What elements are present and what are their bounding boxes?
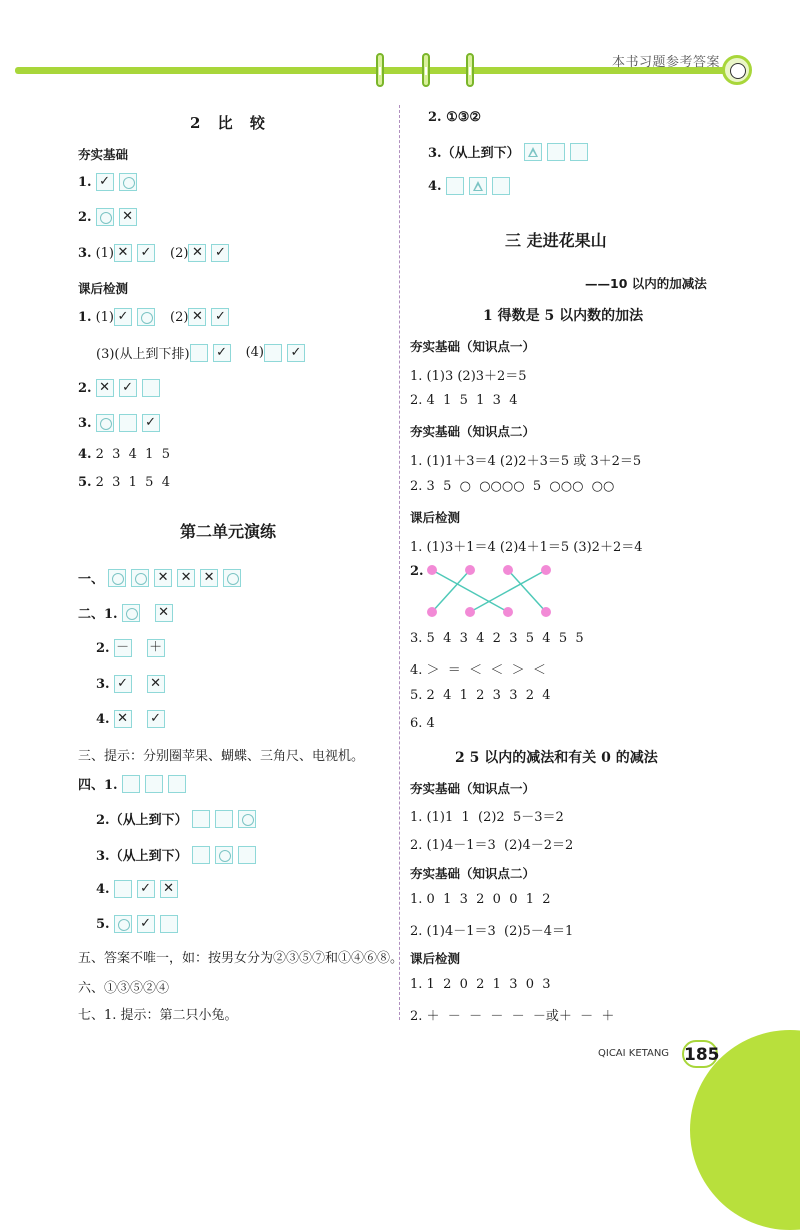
part-label: (2) (170, 245, 189, 261)
check-box: ✓ (114, 308, 132, 326)
question-number: 3.（从上到下） (428, 146, 520, 161)
question-number: 4. (78, 447, 92, 462)
question-number: 5. (78, 475, 92, 490)
answer-text: 2. (1)4－1＝3 (2)4－2＝2 (410, 838, 574, 853)
empty-box (119, 414, 137, 432)
empty-box (215, 810, 233, 828)
check-box: ✓ (147, 710, 165, 728)
part-label: (3)(从上到下排) (96, 347, 190, 362)
triangle-box (469, 177, 487, 195)
answer-row (96, 880, 183, 898)
mascot-icon (722, 55, 752, 85)
circle-box (223, 569, 241, 587)
binder-clip-icon (376, 53, 384, 87)
answer-text: 2. ＋ － － － － －或＋ － ＋ (410, 1009, 615, 1024)
check-box: ✓ (119, 379, 137, 397)
check-box: ✓ (96, 173, 114, 191)
question-number: 1. (78, 309, 92, 325)
empty-box (492, 177, 510, 195)
answer-text: 2. 4 1 5 1 3 4 (410, 393, 518, 408)
answer-row (96, 845, 261, 864)
empty-box (446, 177, 464, 195)
question-number: 3. (78, 245, 92, 261)
check-box: ✓ (137, 915, 155, 933)
question-number: 二、1. (78, 607, 118, 622)
answer-row (78, 244, 234, 262)
answer-row (78, 447, 170, 462)
empty-box (145, 775, 163, 793)
answer-text: 1. (1)3＋1＝4 (2)4＋1＝5 (3)2＋2＝4 (410, 540, 643, 555)
answer-row (78, 308, 234, 326)
match-dot (427, 607, 437, 617)
cross-box: ✕ (188, 308, 206, 326)
cross-box: ✕ (188, 244, 206, 262)
cross-box: ✕ (154, 569, 172, 587)
check-box: ✓ (213, 344, 231, 362)
question-number: 一、 (78, 572, 105, 587)
question-number: 2. (96, 640, 110, 656)
match-line (432, 570, 508, 612)
matching-diagram (410, 562, 560, 622)
answer-row (78, 379, 165, 397)
answer-text: 3. 5 4 3 4 2 3 5 4 5 5 (410, 631, 584, 646)
cross-box: ✕ (155, 604, 173, 622)
answer-row (428, 142, 593, 161)
answer-text: 五、答案不唯一，如：按男女分为②③⑤⑦和①④⑥⑧。 (78, 951, 404, 966)
answer-text: 2 3 4 1 5 (95, 447, 170, 462)
chapter-subtitle: ——10 以内的加减法 (585, 276, 707, 291)
empty-box (547, 143, 565, 161)
subheading: 课后检测 (78, 281, 129, 296)
answer-text: 2 3 1 5 4 (95, 475, 170, 490)
match-dot (541, 565, 551, 575)
subheading: 夯实基础（知识点二） (410, 866, 536, 881)
question-number: 四、1. (78, 778, 118, 793)
circle-box (131, 569, 149, 587)
answer-text: 1. (1)3 (2)3＋2＝5 (410, 369, 527, 384)
part-label: (1) (95, 245, 114, 261)
page-number: 185 (682, 1040, 718, 1068)
circle-box (114, 915, 132, 933)
question-number: 4. (428, 178, 442, 194)
answer-row (78, 414, 165, 432)
minus-box: － (114, 639, 132, 657)
subheading: 夯实基础 (78, 147, 129, 162)
answer-text: 2. ①③② (428, 110, 482, 125)
section-title: 2 5 以内的减法和有关 0 的减法 (455, 750, 658, 766)
answer-text: 4. ＞ ＝ ＜ ＜ ＞ ＜ (410, 663, 546, 678)
empty-box (264, 344, 282, 362)
empty-box (238, 846, 256, 864)
match-dot (465, 565, 475, 575)
subheading: 夯实基础（知识点二） (410, 424, 536, 439)
empty-box (160, 915, 178, 933)
triangle-box (524, 143, 542, 161)
answer-text: 1. 1 2 0 2 1 3 0 3 (410, 977, 551, 992)
question-number: 2. (78, 209, 92, 225)
empty-box (192, 846, 210, 864)
circle-box (96, 208, 114, 226)
cross-box: ✕ (114, 244, 132, 262)
match-dot (465, 607, 475, 617)
circle-box (137, 308, 155, 326)
check-box: ✓ (142, 414, 160, 432)
answer-row (78, 774, 191, 793)
match-dot (541, 607, 551, 617)
empty-box (168, 775, 186, 793)
circle-box (119, 173, 137, 191)
empty-box (122, 775, 140, 793)
answer-row (96, 343, 310, 362)
answer-row (96, 915, 183, 933)
cross-box: ✕ (119, 208, 137, 226)
part-label: (4) (245, 345, 264, 360)
empty-box (142, 379, 160, 397)
match-dot (503, 607, 513, 617)
answer-row (428, 177, 515, 195)
unit-title: 第二单元演练 (180, 522, 277, 541)
empty-box (570, 143, 588, 161)
empty-box (114, 880, 132, 898)
binder-clip-icon (466, 53, 474, 87)
subheading: 课后检测 (410, 951, 461, 966)
match-dot (503, 565, 513, 575)
cross-box: ✕ (147, 675, 165, 693)
answer-text: 2. (1)4－1＝3 (2)5－4＝1 (410, 924, 574, 939)
cross-box: ✕ (177, 569, 195, 587)
column-divider (399, 105, 400, 1020)
circle-box (238, 810, 256, 828)
empty-box (190, 344, 208, 362)
binder-clip-icon (422, 53, 430, 87)
question-number: 2. (410, 564, 424, 579)
chapter-title: 三 走进花果山 (505, 231, 607, 250)
answer-row (78, 208, 142, 226)
cross-box: ✕ (160, 880, 178, 898)
match-line (470, 570, 546, 612)
section-title: 2 比 较 (190, 114, 271, 132)
cross-box: ✕ (96, 379, 114, 397)
check-box: ✓ (137, 244, 155, 262)
subheading: 夯实基础（知识点一） (410, 781, 536, 796)
question-number: 1. (78, 174, 92, 190)
footer-brand: QICAI KETANG (598, 1048, 670, 1059)
question-number: 3. (96, 676, 110, 692)
circle-box (215, 846, 233, 864)
check-box: ✓ (211, 308, 229, 326)
check-box: ✓ (137, 880, 155, 898)
subheading: 夯实基础（知识点一） (410, 339, 536, 354)
header-title: 本书习题参考答案 (612, 55, 721, 70)
answer-row (78, 603, 178, 622)
plus-box: ＋ (147, 639, 165, 657)
circle-box (96, 414, 114, 432)
answer-text: 七、1. 提示：第二只小兔。 (78, 1008, 238, 1023)
cross-box: ✕ (200, 569, 218, 587)
question-number: 2.（从上到下） (96, 813, 188, 828)
section-title: 1 得数是 5 以内数的加法 (483, 308, 644, 324)
check-box: ✓ (287, 344, 305, 362)
subheading: 课后检测 (410, 510, 461, 525)
cross-box: ✕ (114, 710, 132, 728)
answer-text: 6. 4 (410, 716, 435, 731)
answer-row (96, 809, 261, 828)
question-number: 5. (96, 916, 110, 932)
match-dot (427, 565, 437, 575)
answer-row (78, 568, 246, 587)
match-line (432, 570, 470, 612)
answer-row (96, 639, 170, 657)
part-label: (1) (95, 309, 114, 325)
answer-text: 2. 3 5 ○ ○○○○ 5 ○○○ ○○ (410, 479, 615, 494)
answer-text: 六、①③⑤②④ (78, 981, 170, 996)
part-label: (2) (170, 309, 189, 325)
question-number: 3.（从上到下） (96, 849, 188, 864)
answer-row (96, 675, 170, 693)
question-number: 4. (96, 881, 110, 897)
answer-row (96, 710, 170, 728)
check-box: ✓ (211, 244, 229, 262)
empty-box (192, 810, 210, 828)
question-number: 3. (78, 415, 92, 431)
question-number: 2. (78, 380, 92, 396)
check-box: ✓ (114, 675, 132, 693)
answer-row (78, 173, 142, 191)
answer-text: 5. 2 4 1 2 3 3 2 4 (410, 688, 551, 703)
answer-row (78, 475, 170, 490)
answer-text: 1. (1)1＋3＝4 (2)2＋3＝5 或 3＋2＝5 (410, 454, 642, 469)
answer-text: 1. 0 1 3 2 0 0 1 2 (410, 892, 551, 907)
answer-text: 1. (1)1 1 (2)2 5－3＝2 (410, 810, 564, 825)
question-number: 4. (96, 711, 110, 727)
circle-box (108, 569, 126, 587)
circle-box (122, 604, 140, 622)
answer-text: 三、提示：分别圈苹果、蝴蝶、三角尺、电视机。 (78, 749, 365, 764)
match-line (508, 570, 546, 612)
